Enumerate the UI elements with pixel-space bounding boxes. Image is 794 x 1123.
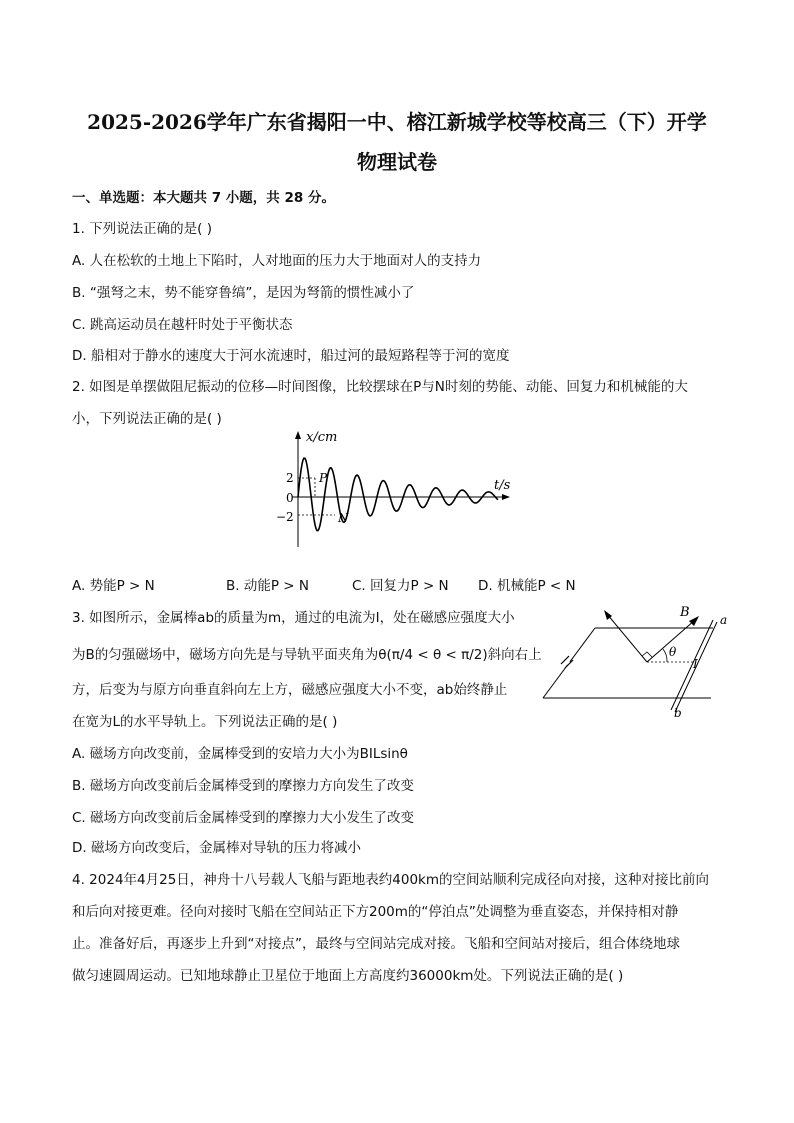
q3-option-a: A. 磁场方向改变前，金属棒受到的安培力大小为BILsinθ	[72, 746, 408, 762]
q2-stem-line1: 2. 如图是单摆做阻尼振动的位移—时间图像，比较摆球在P与N时刻的势能、动能、回复力和机械能的大	[72, 379, 688, 395]
tick-label-neg: −2	[276, 510, 294, 524]
q4-stem-line1: 4. 2024年4月25日，神舟十八号载人飞船与距地表约400km的空间站顺利完成径向对接，这种对接比前向	[72, 872, 710, 888]
right-angle-marker	[642, 652, 652, 657]
q2-option-b: B. 动能P > N	[226, 578, 309, 594]
q1-option-a: A. 人在松软的土地上下陷时，人对地面的压力大于地面对人的支持力	[72, 253, 482, 269]
q4-stem-line3: 止。准备好后，再逐步上升到“对接点”，最终与空间站完成对接。飞船和空间站对接后，组合体绕地球	[72, 936, 680, 952]
q3-option-d: D. 磁场方向改变后，金属棒对导轨的压力将减小	[72, 840, 361, 856]
b-field-rotated-line	[607, 614, 647, 662]
label-a: a	[720, 613, 728, 627]
t-axis-label: t/s	[494, 478, 511, 493]
q3-stem-line2: 为B的匀强磁场中，磁场方向先是与导轨平面夹角为θ(π/4 < θ < π/2)斜向右上	[72, 647, 542, 663]
section-heading: 一、单选题：本大题共 7 小题，共 28 分。	[72, 190, 335, 206]
q3-option-c: C. 磁场方向改变前后金属棒受到的摩擦力大小发生了改变	[72, 810, 415, 826]
p-label: P	[319, 471, 328, 485]
q1-option-c: C. 跳高运动员在越杆时处于平衡状态	[72, 317, 293, 333]
exam-title-line2: 物理试卷	[357, 150, 437, 174]
q2-stem-line2: 小，下列说法正确的是( )	[72, 411, 222, 427]
q2-option-c: C. 回复力P > N	[352, 578, 449, 594]
label-current: I	[693, 657, 698, 671]
n-label: N	[338, 511, 349, 525]
y-axis-arrow	[295, 431, 301, 439]
q3-stem-line3: 方，后变为与原方向垂直斜向左上方，磁感应强度大小不变，ab始终静止	[72, 682, 508, 698]
q2-option-a: A. 势能P > N	[72, 578, 155, 594]
q2-option-d: D. 机械能P < N	[478, 578, 576, 594]
q1-option-d: D. 船相对于静水的速度大于河水流速时，船过河的最短路程等于河的宽度	[72, 348, 510, 364]
rod-edge-1	[671, 620, 713, 710]
damped-oscillation-figure	[270, 425, 530, 555]
label-theta: θ	[669, 645, 677, 659]
tick-label-zero: 0	[286, 491, 294, 505]
y-axis-label: x/cm	[306, 430, 338, 445]
theta-arc	[663, 649, 667, 662]
q1-stem: 1. 下列说法正确的是( )	[72, 221, 212, 237]
tick-label-pos: 2	[286, 471, 294, 485]
label-b: b	[674, 706, 682, 720]
q3-stem-line4: 在宽为L的水平导轨上。下列说法正确的是( )	[72, 714, 338, 730]
t-axis-arrow	[502, 494, 510, 500]
q4-stem-line2: 和后向对接更难。径向对接时飞船在空间站正下方200m的“停泊点”处调整为垂直姿态，并保持相对静	[72, 904, 679, 920]
q1-option-b: B. “强弩之末，势不能穿鲁缟”，是因为弩箭的惯性减小了	[72, 285, 415, 301]
rail-magnet-figure	[535, 600, 735, 720]
damped-curve	[298, 458, 498, 530]
q3-option-b: B. 磁场方向改变前后金属棒受到的摩擦力方向发生了改变	[72, 778, 414, 794]
q4-stem-line4: 做匀速圆周运动。已知地球静止卫星位于地面上方高度约36000km处。下列说法正确的是( )	[72, 968, 624, 984]
exam-title-line1: 2025-2026学年广东省揭阳一中、榕江新城学校等校高三（下）开学	[87, 110, 707, 134]
q3-stem-line1: 3. 如图所示，金属棒ab的质量为m，通过的电流为I，处在磁感应强度大小	[72, 610, 515, 626]
label-b-field: B	[680, 605, 690, 620]
